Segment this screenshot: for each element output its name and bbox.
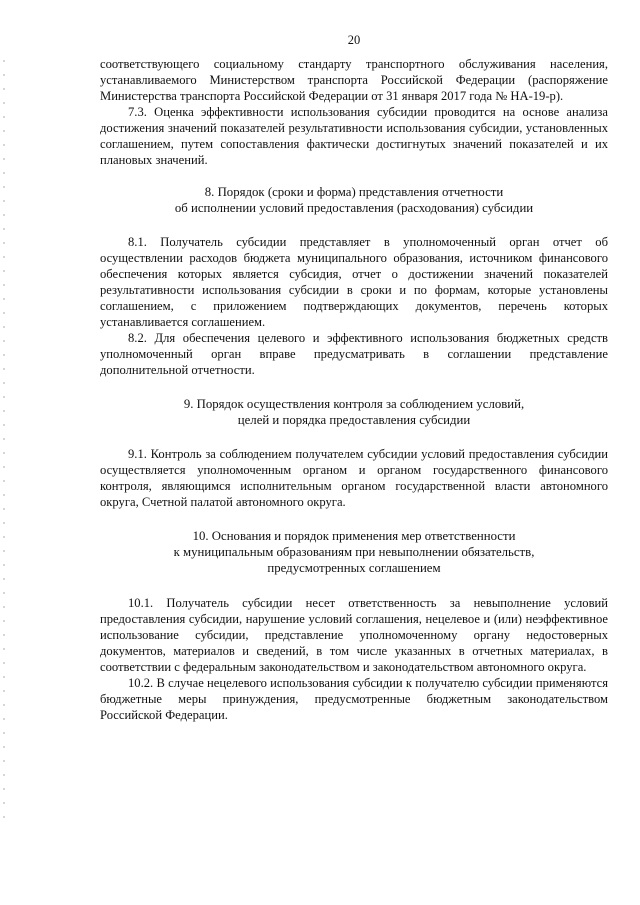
- section-10-heading-line1: 10. Основания и порядок применения мер ответственности: [192, 529, 516, 543]
- section-9-heading-line1: 9. Порядок осуществления контроля за соблюдением условий,: [183, 397, 525, 411]
- section-8-heading-line2: об исполнении условий предоставления (расходования) субсидии: [174, 201, 534, 215]
- binding-holes: [3, 60, 5, 820]
- section-9-heading: [100, 396, 608, 428]
- document-body: [100, 56, 608, 723]
- section-8-heading: [100, 184, 608, 216]
- paragraph-10-2: 10.2. В случае нецелевого использования субсидии к получателю субсидии применяются бюджетные меры принуждения, предусмотренные бюджетным законодательством Российской Федерации.: [100, 676, 608, 722]
- section-9-heading-line2: целей и порядка предоставления субсидии: [237, 413, 471, 427]
- page-number: 20: [347, 33, 361, 47]
- paragraph-intro: соответствующего социальному стандарту транспортного обслуживания населения, устанавливаемого Министерством транспорта Российской Федерации (распоряжение Министерства транспорта Российской Федерации от 31 января 2017 года № НА-19-р).: [100, 57, 608, 103]
- section-10-heading-line2: к муниципальным образованиям при невыполнении обязательств,: [173, 545, 535, 559]
- paragraph-10-1: 10.1. Получатель субсидии несет ответственность за невыполнение условий предоставления субсидии, нарушение условий соглашения, нецелевое и (или) неэффективное использование субсидии, представление уполномоченному органу недостоверных документов, материалов и сведений, в том числе указанных в отчетных материалах, в соответствии с федеральным законодательством и законодательством автономного округа.: [100, 596, 608, 674]
- paragraph-8-1: 8.1. Получатель субсидии представляет в уполномоченный орган отчет об осуществлении расходов бюджета муниципального образования, источником финансового обеспечения которых является субсидия, отчет о достижении значений показателей результативности использования субсидии в сроки и по формам, которые установлены соглашением, с приложением подтверждающих документов, перечень которых устанавливается соглашением.: [100, 235, 608, 329]
- paragraph-8-2: 8.2. Для обеспечения целевого и эффективного использования бюджетных средств уполномоченный орган вправе предусматривать в соглашении представление дополнительной отчетности.: [100, 331, 608, 377]
- section-10-heading: [100, 528, 608, 576]
- section-10-heading-line3: предусмотренных соглашением: [267, 561, 441, 575]
- section-8-heading-line1: 8. Порядок (сроки и форма) представления отчетности: [204, 185, 504, 199]
- paragraph-7-3: 7.3. Оценка эффективности использования субсидии проводится на основе анализа достижения значений показателей результативности использования субсидии, установленных соглашением, путем сопоставления фактически достигнутых значений показателей и их плановых значений.: [100, 105, 608, 167]
- paragraph-9-1: 9.1. Контроль за соблюдением получателем субсидии условий предоставления субсидии осуществляется уполномоченным органом и органом государственного финансового контроля, являющимся исполнительным органом государственной власти автономного округа, Счетной палатой автономного округа.: [100, 447, 608, 509]
